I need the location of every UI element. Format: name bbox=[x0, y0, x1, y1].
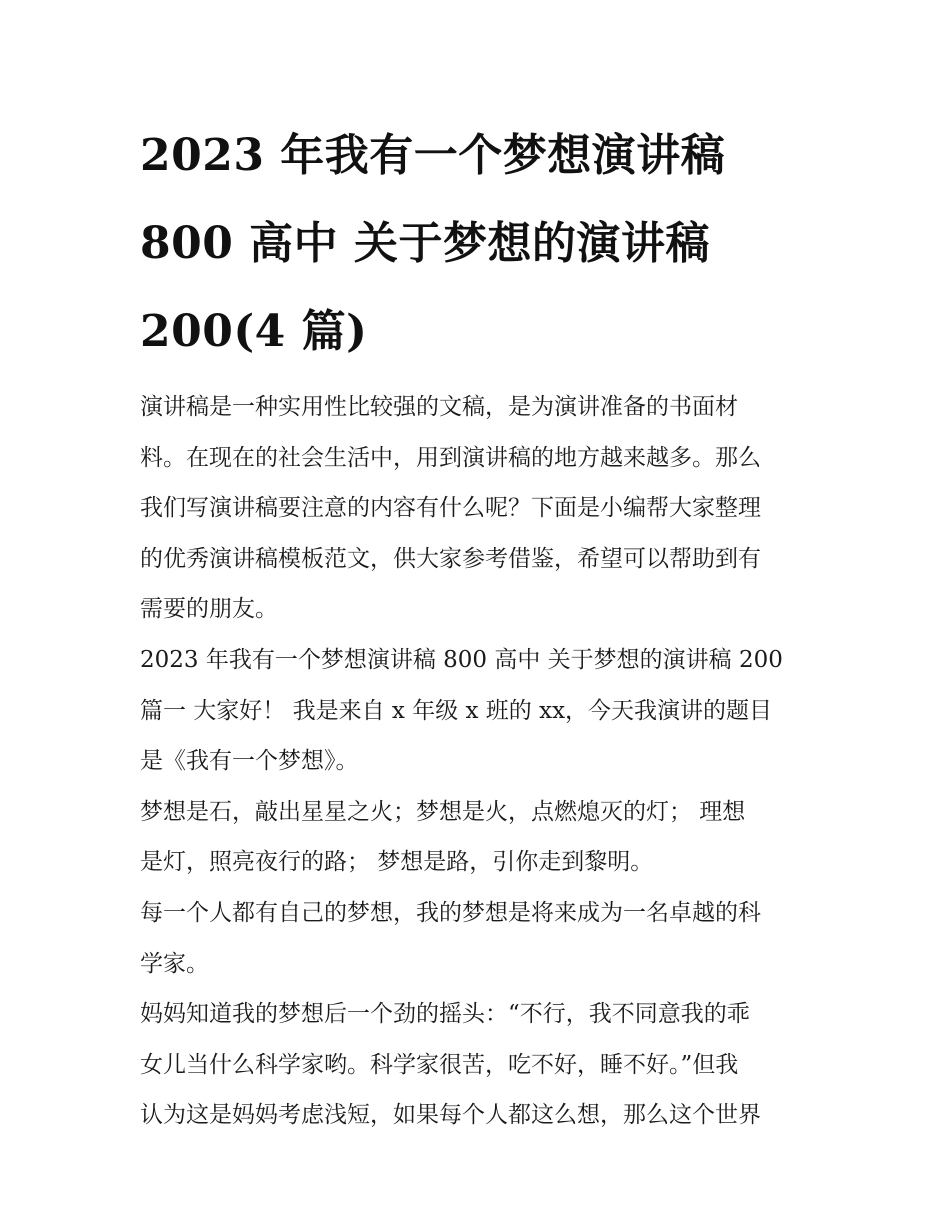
section-heading-paragraph bbox=[140, 635, 812, 787]
text-line: 学家。 bbox=[140, 950, 209, 977]
body-paragraph bbox=[140, 888, 812, 989]
text-line: 料。在现在的社会生活中，用到演讲稿的地方越来越多。那么 bbox=[140, 444, 761, 471]
title-line: 2023 年我有一个梦想演讲稿 bbox=[140, 130, 726, 181]
text-line: 篇一 大家好！ 我是来自 x 年级 x 班的 xx，今天我演讲的题目 bbox=[140, 697, 773, 724]
title-line: 800 高中 关于梦想的演讲稿 bbox=[140, 218, 710, 269]
body-paragraph bbox=[140, 787, 812, 888]
document-title bbox=[140, 112, 812, 376]
text-line: 是《我有一个梦想》。 bbox=[140, 748, 359, 775]
intro-paragraph bbox=[140, 382, 812, 635]
text-line: 我们写演讲稿要注意的内容有什么呢？下面是小编帮大家整理 bbox=[140, 495, 761, 522]
title-line: 200(4 篇) bbox=[140, 306, 368, 357]
text-line: 每一个人都有自己的梦想，我的梦想是将来成为一名卓越的科 bbox=[140, 899, 761, 926]
text-line: 演讲稿是一种实用性比较强的文稿，是为演讲准备的书面材 bbox=[140, 394, 738, 420]
text-line: 女儿当什么科学家哟。科学家很苦，吃不好，睡不好。”但我 bbox=[140, 1051, 739, 1078]
document-body bbox=[140, 382, 812, 1141]
body-paragraph bbox=[140, 989, 812, 1141]
text-line: 需要的朋友。 bbox=[140, 596, 278, 623]
text-line: 是灯，照亮夜行的路； 梦想是路，引你走到黎明。 bbox=[140, 849, 654, 876]
text-line: 梦想是石，敲出星星之火；梦想是火，点燃熄灭的灯； 理想 bbox=[140, 798, 746, 825]
text-line: 的优秀演讲稿模板范文，供大家参考借鉴，希望可以帮助到有 bbox=[140, 545, 761, 572]
text-line: 2023 年我有一个梦想演讲稿 800 高中 关于梦想的演讲稿 200 bbox=[140, 646, 783, 673]
text-line: 认为这是妈妈考虑浅短，如果每个人都这么想，那么这个世界 bbox=[140, 1102, 761, 1129]
text-line: 妈妈知道我的梦想后一个劲的摇头：“不行，我不同意我的乖 bbox=[140, 1001, 750, 1028]
document-page bbox=[140, 112, 812, 1141]
